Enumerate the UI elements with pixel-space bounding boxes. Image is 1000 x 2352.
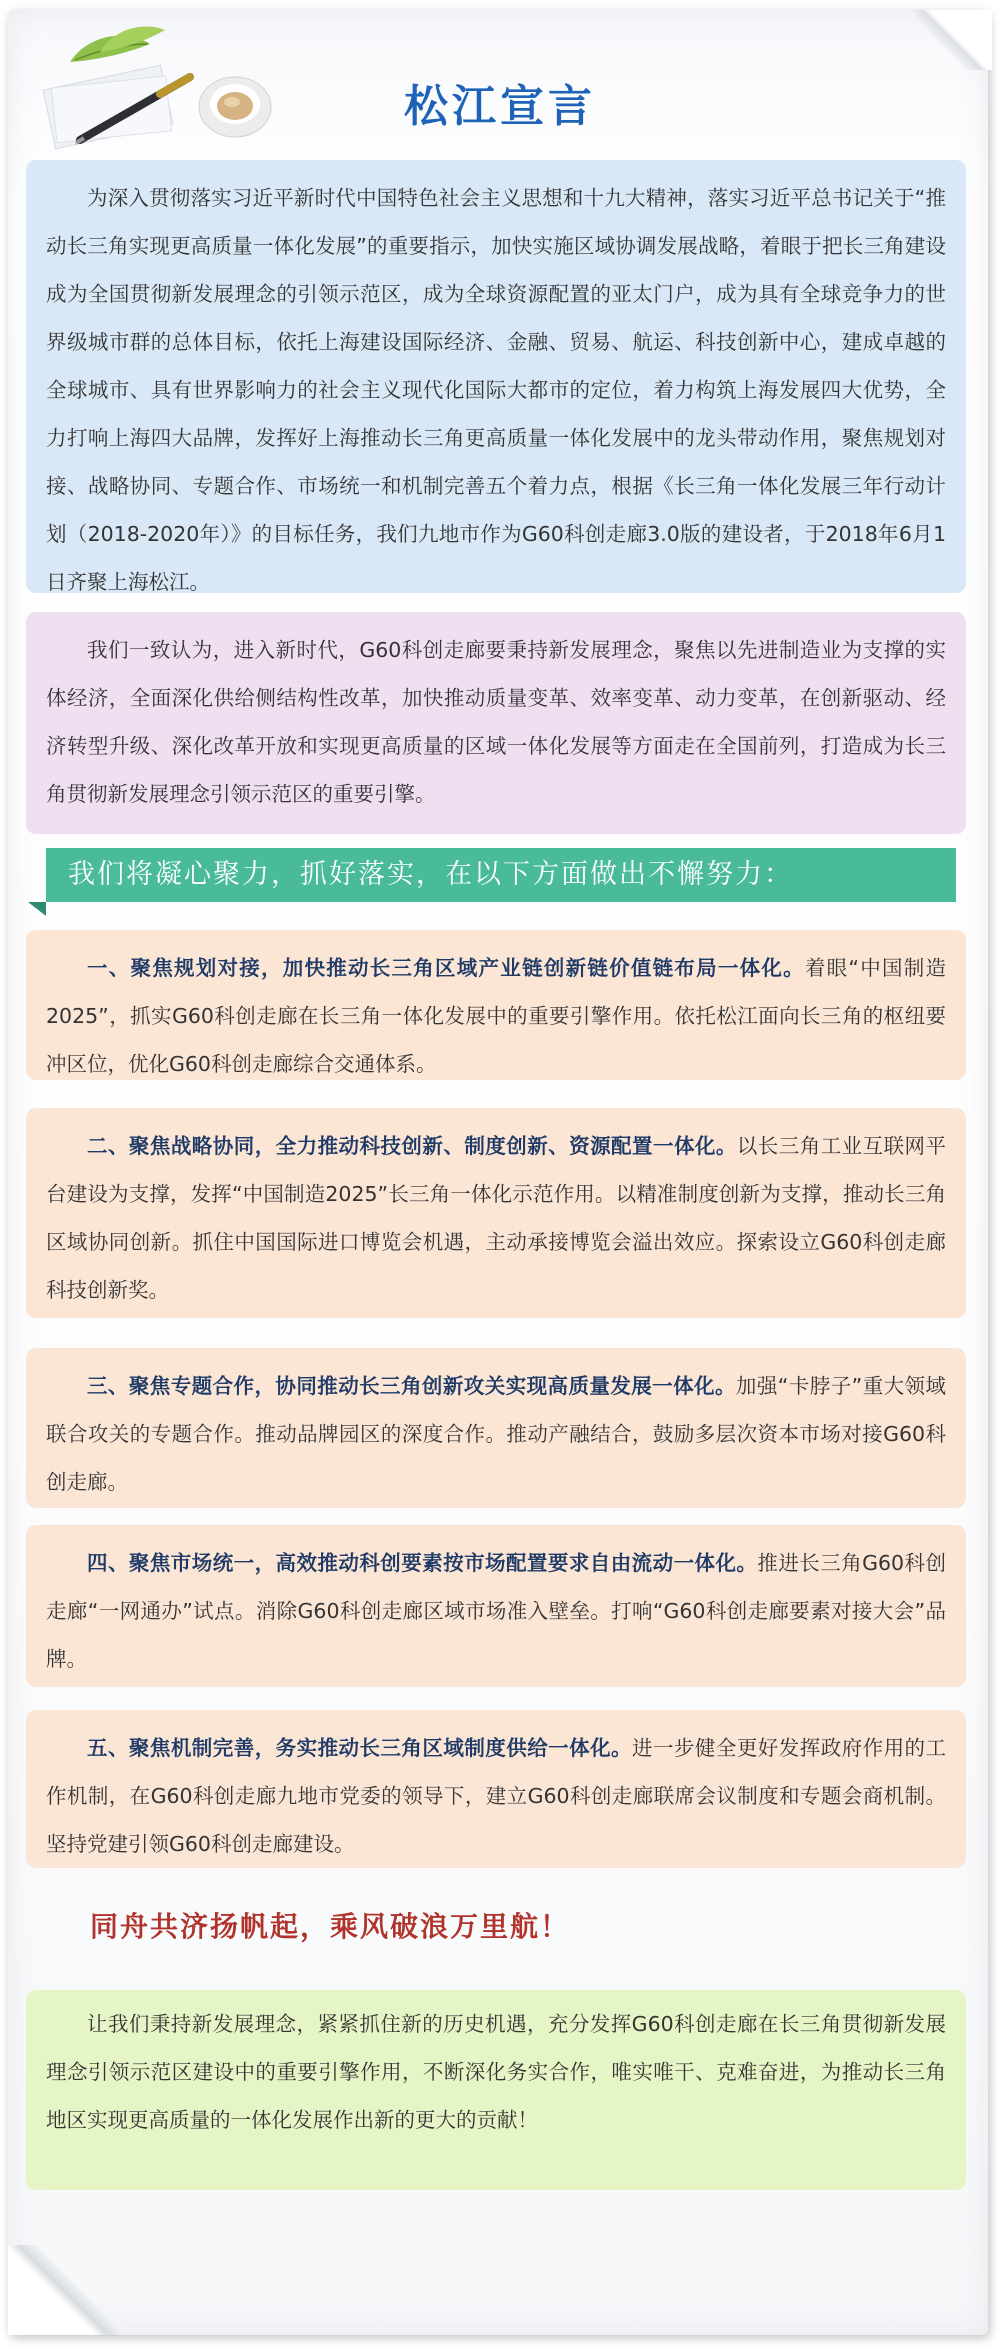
point-paragraph [46,1362,946,1506]
point-body: 以长三角工业互联网平台建设为支撑，发挥“中国制造2025”长三角一体化示范作用。以精准制度创新为支撑，推动长三角区域协同创新。抓住中国国际进口博览会机遇，主动承接博览会溢出效应。探索设立G60科创走廊科技创新奖。 [46,1134,947,1302]
point-paragraph [46,944,946,1088]
point-section [26,1525,966,1687]
point-body: 推进长三角G60科创走廊“一网通办”试点。消除G60科创走廊区域市场准入壁垒。打响“G60科创走廊要素对接大会”品牌。 [46,1551,946,1671]
leaf-icon [70,26,165,62]
page-curl-bottom [8,2245,118,2335]
slogan: 同舟共济扬帆起，乘风破浪万里航！ [90,1910,571,1943]
point-heading: 五、聚焦机制完善，务实推动长三角区域制度供给一体化。 [87,1736,633,1760]
point-paragraph [46,1539,946,1683]
intro-paragraph: 为深入贯彻落实习近平新时代中国特色社会主义思想和十九大精神，落实习近平总书记关于“推动长三角实现更高质量一体化发展”的重要指示，加快实施区域协调发展战略，着眼于把长三角建设成为全国贯彻新发展理念的引领示范区，成为全球资源配置的亚太门户，成为具有全球竞争力的世界级城市群的总体目标，依托上海建设国际经济、金融、贸易、航运、科技创新中心，建成卓越的全球城市、具有世界影响力的社会主义现代化国际大都市的定位，着力构筑上海发展四大优势，全力打响上海四大品牌，发挥好上海推动长三角更高质量一体化发展中的龙头带动作用，聚焦规划对接、战略协同、专题合作、市场统一和机制完善五个着力点，根据《长三角一体化发展三年行动计划（2018-2020年）》的目标任务，我们九地市作为G60科创走廊3.0版的建设者，于2018年6月1日齐聚上海松江。 [46,186,946,594]
point-body: 进一步健全更好发挥政府作用的工作机制，在G60科创走廊九地市党委的领导下，建立G60科创走廊联席会议制度和专题会商机制。坚持党建引领G60科创走廊建设。 [46,1736,947,1856]
point-section [26,1108,966,1318]
consensus-section [26,612,966,834]
point-section [26,1348,966,1508]
intro-section [26,160,966,593]
point-section [26,930,966,1080]
point-paragraph [46,1724,946,1868]
point-body: 加强“卡脖子”重大领域联合攻关的专题合作。推动品牌园区的深度合作。推动产融结合，鼓励多层次资本市场对接G60科创走廊。 [46,1374,946,1494]
point-heading: 二、聚焦战略协同，全力推动科技创新、制度创新、资源配置一体化。 [87,1134,737,1158]
banner-fold [28,902,46,916]
consensus-paragraph: 我们一致认为，进入新时代，G60科创走廊要秉持新发展理念，聚焦以先进制造业为支撑的实体经济，全面深化供给侧结构性改革，加快推动质量变革、效率变革、动力变革，在创新驱动、经济转型升级、深化改革开放和实现更高质量的区域一体化发展等方面走在全国前列，打造成为长三角贯彻新发展理念引领示范区的重要引擎。 [46,638,946,806]
point-heading: 一、聚焦规划对接，加快推动长三角区域产业链创新链价值链布局一体化。 [87,956,805,980]
closing-paragraph: 让我们秉持新发展理念，紧紧抓住新的历史机遇，充分发挥G60科创走廊在长三角贯彻新发展理念引领示范区建设中的重要引擎作用，不断深化务实合作，唯实唯干、克难奋进，为推动长三角地区实现更高质量的一体化发展作出新的更大的贡献！ [46,2012,946,2132]
point-heading: 四、聚焦市场统一，高效推动科创要素按市场配置要求自由流动一体化。 [87,1551,758,1575]
page-curl-top [912,10,992,70]
closing-section [26,1990,966,2190]
commitment-banner: 我们将凝心聚力，抓好落实，在以下方面做出不懈努力： [46,848,956,902]
point-heading: 三、聚焦专题合作，协同推动长三角创新攻关实现高质量发展一体化。 [87,1374,736,1398]
point-paragraph [46,1122,946,1314]
point-section [26,1710,966,1868]
page-title: 松江宣言 [404,81,596,132]
point-body: 着眼“中国制造2025”，抓实G60科创走廊在长三角一体化发展中的重要引擎作用。依托松江面向长三角的枢纽要冲区位，优化G60科创走廊综合交通体系。 [46,956,946,1076]
